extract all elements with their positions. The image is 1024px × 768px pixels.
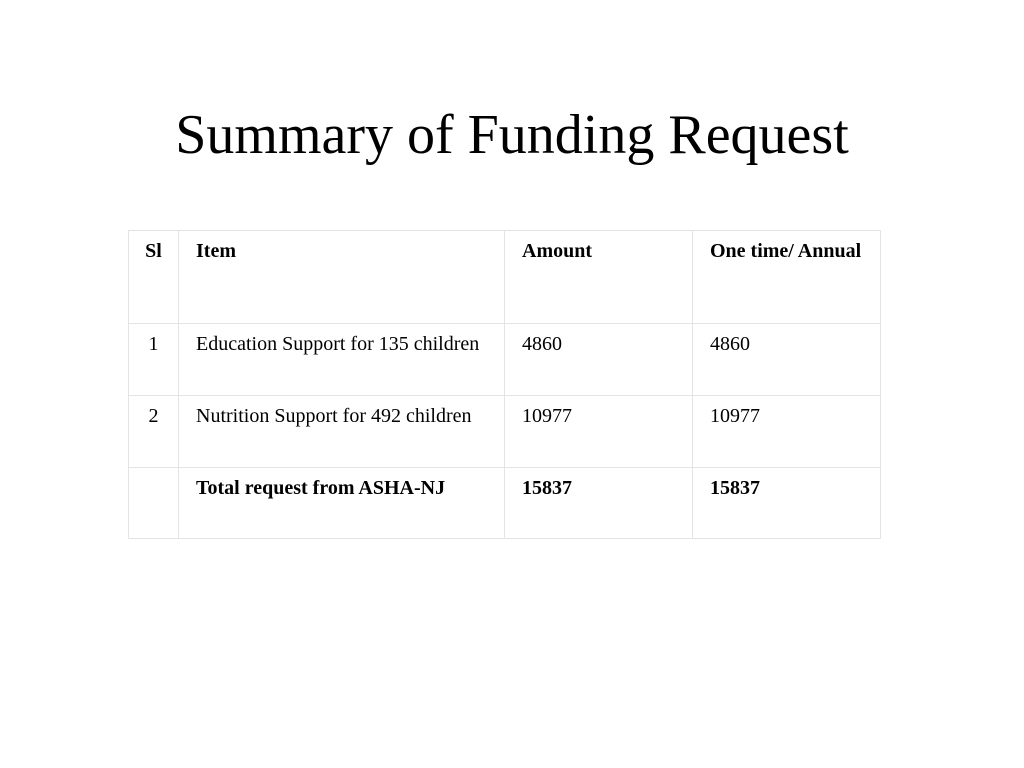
row-one-time-annual: 10977 bbox=[693, 396, 881, 468]
total-sl bbox=[129, 468, 179, 539]
row-item: Nutrition Support for 492 children bbox=[179, 396, 505, 468]
header-item: Item bbox=[179, 231, 505, 324]
row-amount: 10977 bbox=[505, 396, 693, 468]
header-sl: Sl bbox=[129, 231, 179, 324]
slide-title: Summary of Funding Request bbox=[175, 104, 849, 166]
table-row bbox=[129, 396, 881, 468]
total-amount: 15837 bbox=[505, 468, 693, 539]
table-total-row bbox=[129, 468, 881, 539]
total-one-time-annual: 15837 bbox=[693, 468, 881, 539]
table-header-row bbox=[129, 231, 881, 324]
row-one-time-annual: 4860 bbox=[693, 324, 881, 396]
header-amount: Amount bbox=[505, 231, 693, 324]
row-sl: 2 bbox=[129, 396, 179, 468]
row-item: Education Support for 135 children bbox=[179, 324, 505, 396]
table-row bbox=[129, 324, 881, 396]
row-sl: 1 bbox=[129, 324, 179, 396]
funding-summary-table bbox=[128, 230, 881, 539]
header-one-time-annual: One time/ Annual bbox=[693, 231, 881, 324]
row-amount: 4860 bbox=[505, 324, 693, 396]
total-item: Total request from ASHA-NJ bbox=[179, 468, 505, 539]
